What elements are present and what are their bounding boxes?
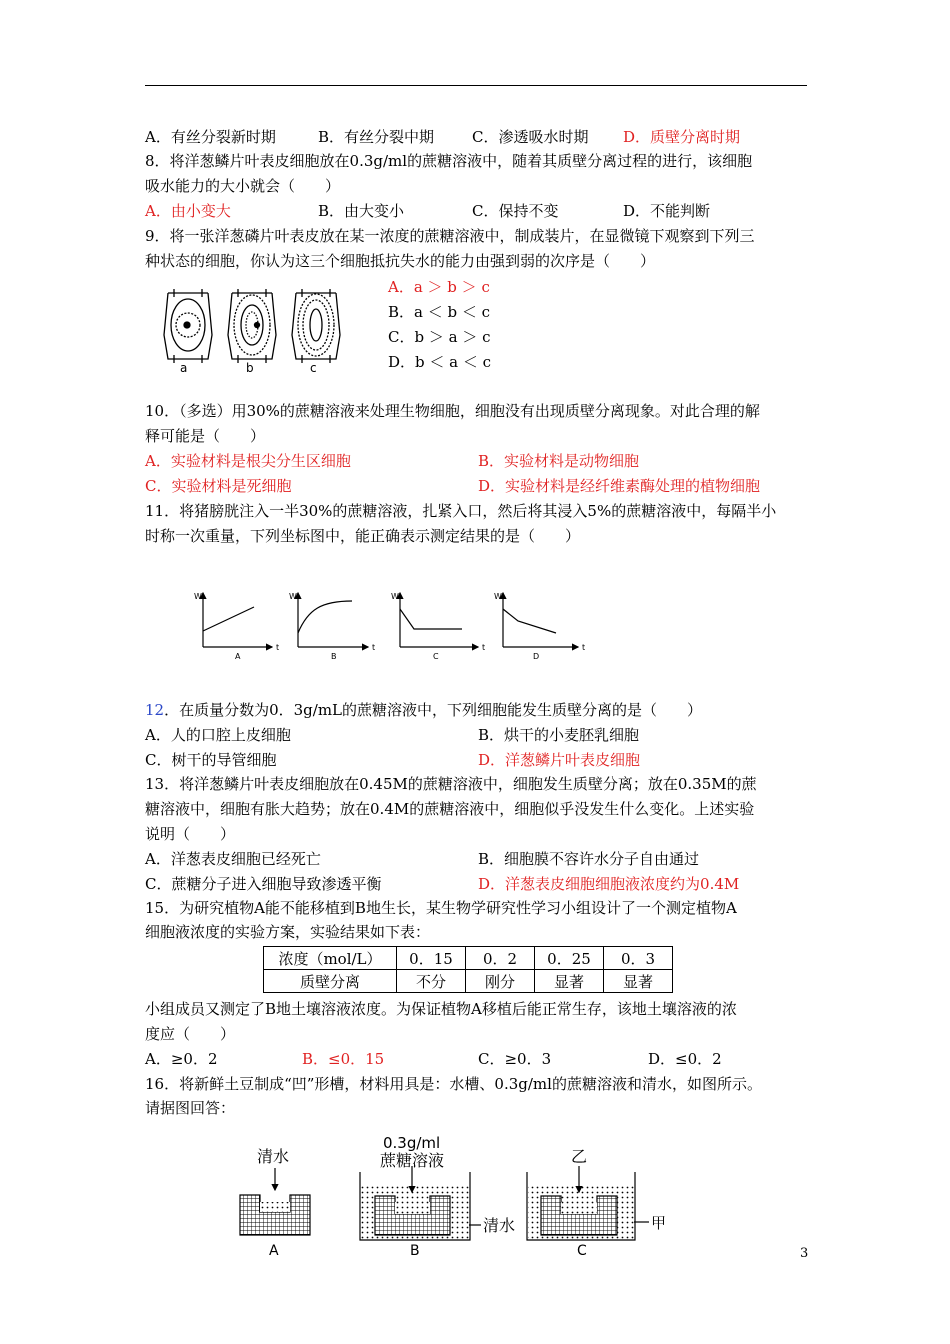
q8-stem-line2: 吸水能力的大小就会（ ） xyxy=(145,177,341,195)
q16-potato-figure xyxy=(235,1130,685,1260)
graph-b xyxy=(298,593,368,647)
table-row xyxy=(264,947,673,970)
table-row xyxy=(264,970,673,993)
q12-option-b: B．烘干的小麦胚乳细胞 xyxy=(478,726,640,744)
header-rule xyxy=(145,85,807,86)
graph-label-c: C xyxy=(433,652,439,661)
graph-b-y-label: W xyxy=(289,592,297,601)
q10-stem-line2: 释可能是（ ） xyxy=(145,427,266,445)
graph-c-y-label: W xyxy=(391,592,399,601)
potato-b xyxy=(360,1166,481,1240)
q11-stem-line1: 11．将猪膀胱注入一半30%的蔗糖溶液，扎紧入口，然后将其浸入5%的蔗糖溶液中，每隔半小 xyxy=(145,502,777,520)
q8-option-b: B．由大变小 xyxy=(318,202,405,220)
q7-option-a: A．有丝分裂新时期 xyxy=(145,128,276,146)
q10-option-d-answer: D．实验材料是经纤维素酶处理的植物细胞 xyxy=(478,477,761,495)
q7-option-b: B．有丝分裂中期 xyxy=(318,128,435,146)
q13-stem-line2: 糖溶液中，细胞有胀大趋势；放在0.4M的蔗糖溶液中，细胞似乎没发生什么变化。上述实验 xyxy=(145,800,755,818)
q15-option-a: A．≥0．2 xyxy=(145,1050,218,1068)
graph-d xyxy=(503,593,578,647)
graph-label-b: B xyxy=(331,652,337,661)
table-cell: 0．25 xyxy=(535,947,604,970)
q16-stem-line1: 16．将新鲜土豆制成“凹”形槽，材料用具是：水槽、0.3g/ml的蔗糖溶液和清水，如图所示。 xyxy=(145,1075,762,1093)
table-cell: 0．3 xyxy=(604,947,673,970)
q10-option-b-answer: B．实验材料是动物细胞 xyxy=(478,452,640,470)
q12-option-c: C．树干的导管细胞 xyxy=(145,751,277,769)
q13-stem-line1: 13．将洋葱鳞片叶表皮细胞放在0.45M的蔗糖溶液中，细胞发生质壁分离；放在0.35M的蔗 xyxy=(145,775,757,793)
fig-a-label: 清水 xyxy=(257,1147,290,1166)
q12-option-d-answer: D．洋葱鳞片叶表皮细胞 xyxy=(478,751,641,769)
fig-c-top-label: 乙 xyxy=(571,1147,588,1166)
fig-letter-c: C xyxy=(577,1243,587,1259)
page-number: 3 xyxy=(800,1246,809,1261)
table-cell: 浓度（mol/L） xyxy=(264,947,397,970)
q9-option-a-answer: A．a ＞ b ＞ c xyxy=(388,278,490,296)
graph-a-y-label: W xyxy=(194,592,202,601)
fig-b-label-sucrose: 蔗糖溶液 xyxy=(380,1151,445,1170)
graph-label-d: D xyxy=(533,652,540,661)
q15-option-d: D．≤0．2 xyxy=(648,1050,722,1068)
q8-option-c: C．保持不变 xyxy=(472,202,559,220)
table-cell: 刚分 xyxy=(466,970,535,993)
cell-label-b: b xyxy=(246,361,254,375)
q11-stem-line2: 时称一次重量，下列坐标图中，能正确表示测定结果的是（ ） xyxy=(145,527,581,545)
q9-cells-figure xyxy=(160,285,360,375)
fig-letter-b: B xyxy=(410,1243,420,1259)
q10-option-a-answer: A．实验材料是根尖分生区细胞 xyxy=(145,452,351,470)
graph-c-x-label: t xyxy=(482,643,486,652)
graph-d-x-label: t xyxy=(582,643,586,652)
q11-graphs-figure xyxy=(190,587,600,662)
fig-letter-a: A xyxy=(269,1243,279,1259)
q12-stem-text: ．在质量分数为0．3g/mL的蔗糖溶液中，下列细胞能发生质壁分离的是（ ） xyxy=(164,701,703,719)
q9-stem-line2: 种状态的细胞，你认为这三个细胞抵抗失水的能力由强到弱的次序是（ ） xyxy=(145,252,656,270)
graph-b-x-label: t xyxy=(372,643,376,652)
table-cell: 0．2 xyxy=(466,947,535,970)
table-cell: 质壁分离 xyxy=(264,970,397,993)
fig-b-side-label: 清水 xyxy=(483,1216,516,1235)
table-cell: 显著 xyxy=(535,970,604,993)
graph-d-y-label: W xyxy=(494,592,502,601)
q10-option-c-answer: C．实验材料是死细胞 xyxy=(145,477,292,495)
q9-stem-line1: 9．将一张洋葱磷片叶表皮放在某一浓度的蔗糖溶液中，制成装片，在显微镜下观察到下列三 xyxy=(145,227,755,245)
q15-stem-line2: 细胞液浓度的实验方案，实验结果如下表： xyxy=(145,923,431,941)
table-cell: 显著 xyxy=(604,970,673,993)
graph-label-a: A xyxy=(235,652,241,661)
q10-stem-line1: 10．（多选）用30%的蔗糖溶液来处理生物细胞，细胞没有出现质壁分离现象。对此合理的解 xyxy=(145,402,760,420)
q8-option-d: D．不能判断 xyxy=(623,202,711,220)
fig-b-label-concentration: 0.3g/ml xyxy=(383,1134,441,1152)
q13-stem-line3: 说明（ ） xyxy=(145,825,236,843)
q9-option-d: D．b ＜ a ＜ c xyxy=(388,353,492,371)
q7-option-d-answer: D．质壁分离时期 xyxy=(623,128,741,146)
q15-stem-line3: 小组成员又测定了B地土壤溶液浓度。为保证植物A移植后能正常生存，该地土壤溶液的浓 xyxy=(145,1000,737,1018)
q8-stem-line1: 8．将洋葱鳞片叶表皮细胞放在0.3g/ml的蔗糖溶液中，随着其质壁分离过程的进行，该细胞 xyxy=(145,152,753,170)
potato-c xyxy=(527,1166,649,1240)
fig-c-side-label: 甲 xyxy=(651,1214,667,1232)
table-cell: 不分 xyxy=(397,970,466,993)
q9-option-c: C．b ＞ a ＞ c xyxy=(388,328,491,346)
table-cell: 0．15 xyxy=(397,947,466,970)
q12-option-a: A．人的口腔上皮细胞 xyxy=(145,726,291,744)
cell-a xyxy=(164,289,212,363)
q15-concentration-table xyxy=(263,946,673,993)
graph-a xyxy=(203,593,272,647)
potato-a xyxy=(240,1168,310,1235)
graph-a-x-label: t xyxy=(276,643,280,652)
q13-option-d-answer: D．洋葱表皮细胞细胞液浓度约为0.4M xyxy=(478,875,740,893)
q8-option-a-answer: A．由小变大 xyxy=(145,202,231,220)
q7-option-c: C．渗透吸水时期 xyxy=(472,128,589,146)
q12-number: 12 xyxy=(145,701,165,719)
cell-label-a: a xyxy=(180,361,188,375)
q15-stem-line4: 度应（ ） xyxy=(145,1025,236,1043)
cell-label-c: c xyxy=(310,361,317,375)
q9-option-b: B．a ＜ b ＜ c xyxy=(388,303,491,321)
q15-option-c: C．≥0．3 xyxy=(478,1050,552,1068)
q13-option-c: C．蔗糖分子进入细胞导致渗透平衡 xyxy=(145,875,382,893)
q12-stem xyxy=(145,700,702,720)
graph-c xyxy=(400,593,478,647)
q15-stem-line1: 15．为研究植物A能不能移植到B地生长，某生物学研究性学习小组设计了一个测定植物A xyxy=(145,899,737,917)
cell-b xyxy=(228,289,276,363)
q13-option-a: A．洋葱表皮细胞已经死亡 xyxy=(145,850,321,868)
q16-stem-line2: 请据图回答： xyxy=(145,1099,236,1117)
cell-c xyxy=(292,289,340,363)
q15-option-b-answer: B．≤0．15 xyxy=(302,1050,385,1068)
q13-option-b: B．细胞膜不容许水分子自由通过 xyxy=(478,850,700,868)
